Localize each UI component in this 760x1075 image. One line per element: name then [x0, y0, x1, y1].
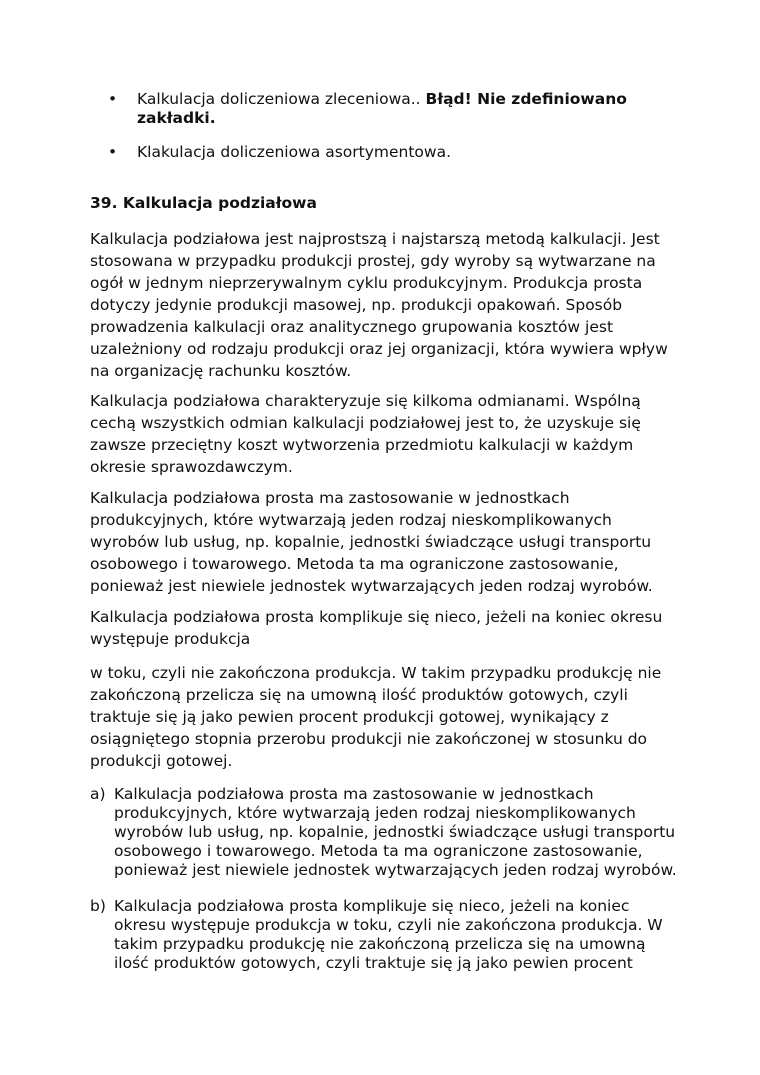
- paragraph: w toku, czyli nie zakończona produkcja. W takim przypadku produkcję nie zakończoną przelicza się na umowną ilość produktów gotowych, czyli traktuje się ją jako pewien procent produkcji gotowej, wynikający z osiągniętego stopnia przerobu produkcji nie zakończonej w stosunku do produkcji gotowej.: [90, 664, 662, 770]
- bullet-text: Klakulacja doliczeniowa asortymentowa.: [137, 143, 451, 161]
- bullet-item: [108, 90, 668, 128]
- list-item-text: Kalkulacja podziałowa prosta ma zastosowanie w jednostkach produkcyjnych, które wytwarzają jeden rodzaj nieskomplikowanych wyrobów lub usług, np. kopalnie, jednostki świadczące usługi transportu osobowego i towarowego. Metoda ta ma ograniczone zastosowanie, ponieważ jest niewiele jednostek wytwarzających jeden rodzaj wyrobów.: [114, 785, 677, 879]
- bullet-icon: •: [108, 143, 118, 161]
- bookmark-error-text: Błąd! Nie zdefiniowano zakładki.: [137, 90, 627, 127]
- paragraph: Kalkulacja podziałowa charakteryzuje się kilkoma odmianami. Wspólną cechą wszystkich odmian kalkulacji podziałowej jest to, że uzyskuje się zawsze przeciętny koszt wytworzenia przedmiotu kalkulacji w każdym okresie sprawozdawczym.: [90, 392, 641, 476]
- list-item-text: Kalkulacja podziałowa prosta komplikuje się nieco, jeżeli na koniec okresu występuje produkcja w toku, czyli nie zakończona produkcja. W takim przypadku produkcję nie zakończoną przelicza się na umowną ilość produktów gotowych, czyli traktuje się ją jako pewien procent: [114, 897, 663, 972]
- paragraph: Kalkulacja podziałowa jest najprostszą i najstarszą metodą kalkulacji. Jest stosowana w przypadku produkcji prostej, gdy wyroby są wytwarzane na ogół w jednym nieprzerywalnym cyklu produkcyjnym. Produkcja prosta dotyczy jedynie produkcji masowej, np. produkcji opakowań. Sposób prowadzenia kalkulacji oraz analitycznego grupowania kosztów jest uzależniony od rodzaju produkcji oraz jej organizacji, która wywiera wpływ na organizację rachunku kosztów.: [90, 230, 668, 380]
- paragraph: Kalkulacja podziałowa prosta komplikuje się nieco, jeżeli na koniec okresu występuje produkcja: [90, 608, 663, 648]
- bullet-icon: •: [108, 90, 118, 108]
- list-marker: a): [90, 785, 106, 803]
- list-item: [90, 785, 680, 880]
- bullet-list: [108, 90, 668, 177]
- list-item: [90, 897, 680, 973]
- lettered-list: [90, 785, 680, 990]
- bullet-item: [108, 143, 668, 162]
- section-heading: 39. Kalkulacja podziałowa: [90, 194, 317, 212]
- list-marker: b): [90, 897, 106, 915]
- paragraph: Kalkulacja podziałowa prosta ma zastosowanie w jednostkach produkcyjnych, które wytwarzają jeden rodzaj nieskomplikowanych wyrobów lub usług, np. kopalnie, jednostki świadczące usługi transportu osobowego i towarowego. Metoda ta ma ograniczone zastosowanie, ponieważ jest niewiele jednostek wytwarzających jeden rodzaj wyrobów.: [90, 489, 653, 595]
- bullet-text: Kalkulacja doliczeniowa zleceniowa..: [137, 90, 426, 108]
